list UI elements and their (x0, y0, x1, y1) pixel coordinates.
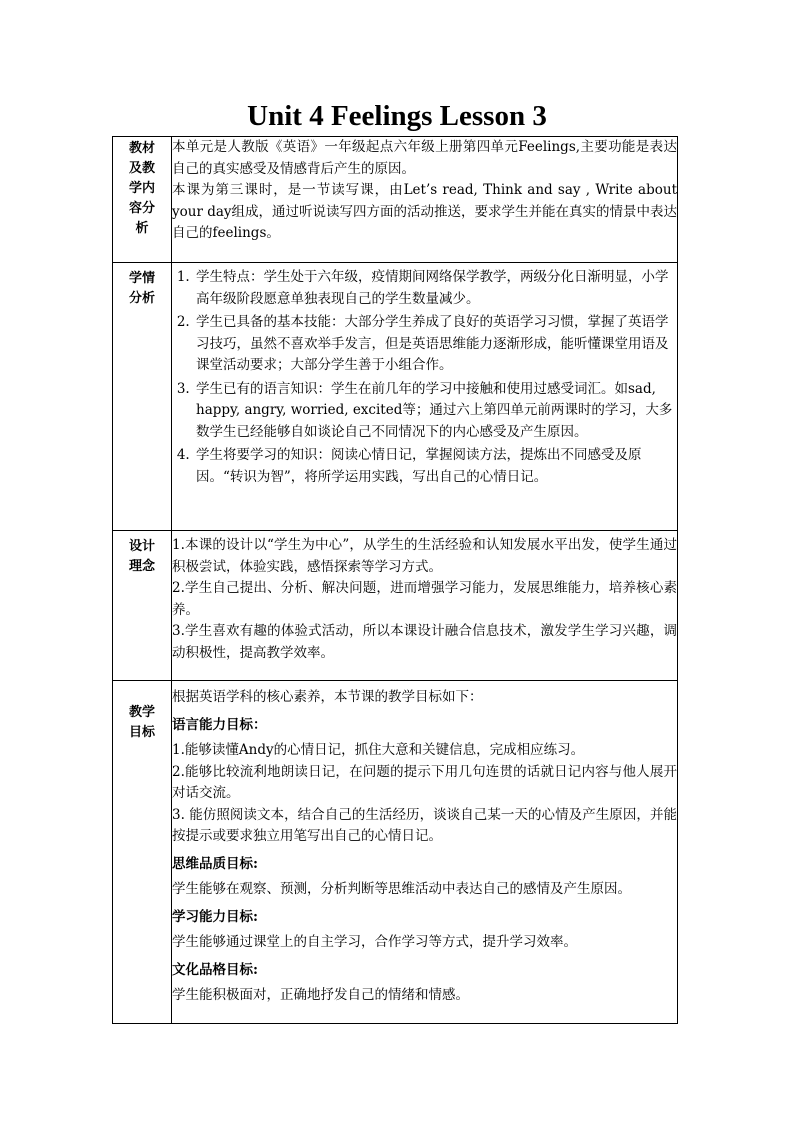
heading-text: 教学目标 (128, 705, 155, 740)
heading-text: 设计理念 (128, 539, 155, 574)
row-body-materials (172, 137, 678, 263)
design-paragraph-3: 3.学生喜欢有趣的体验式活动，所以本课设计融合信息技术，激发学生学习兴趣，调动积极性，提高教学效率。 (172, 623, 677, 661)
table-row-design (113, 531, 678, 681)
table-row-materials (113, 137, 678, 263)
list-item: 3. 学生已有的语言知识：学生在前几年的学习中接触和使用过感受词汇。如sad, happy, angry, worried, excited等；通过六上第四单元前两课时的学习，大多数学生已经能够自如谈论自己不同情况下的内心感受及产生原因。 (194, 379, 677, 444)
page-title: Unit 4 Feelings Lesson 3 (247, 100, 547, 132)
row-body-design (172, 531, 678, 681)
row-body-goals (172, 681, 678, 1024)
heading-text: 教材及教学内容分析 (128, 141, 155, 236)
list-item: 2. 学生已具备的基本技能：大部分学生养成了良好的英语学习习惯，掌握了英语学习技巧，虽然不喜欢举手发言，但是英语思维能力逐渐形成，能听懂课堂用语及课堂活动要求；大部分学生善于小组合作。 (194, 312, 677, 377)
list-item: 4. 学生将要学习的知识：阅读心情日记，掌握阅读方法，提炼出不同感受及原因。“转识为智”，将所学运用实践，写出自己的心情日记。 (194, 445, 677, 488)
table-row-students (113, 263, 678, 531)
learning-goals-text: 学生能够通过课堂上的自主学习，合作学习等方式，提升学习效率。 (172, 934, 577, 950)
design-paragraph-2: 2.学生自己提出、分析、解决问题，进而增强学习能力，发展思维能力，培养核心素养。 (172, 580, 677, 618)
row-heading-goals (113, 681, 172, 1024)
row-heading-materials (113, 137, 172, 263)
table-row-goals (113, 681, 678, 1024)
thinking-goals-heading: 思维品质目标: (172, 855, 258, 872)
language-goal-1: 1.能够读懂Andy的心情日记，抓住大意和关键信息，完成相应练习。 (172, 742, 585, 758)
row-heading-design (113, 531, 172, 681)
lesson-plan-table (112, 136, 678, 1024)
design-paragraph-1: 1.本课的设计以“学生为中心”，从学生的生活经验和认知发展水平出发，使学生通过积极尝试，体验实践，感悟探索等学习方式。 (172, 537, 677, 575)
row-heading-students (113, 263, 172, 531)
materials-paragraph-1: 本单元是人教版《英语》一年级起点六年级上册第四单元Feelings,主要功能是表达自己的真实感受及情感背后产生的原因。 (172, 139, 677, 177)
goals-intro: 根据英语学科的核心素养，本节课的教学目标如下： (172, 689, 483, 705)
language-goals-heading: 语言能力目标： (172, 716, 267, 733)
culture-goals-heading: 文化品格目标: (172, 961, 258, 978)
language-goal-3: 3. 能仿照阅读文本，结合自己的生活经历，谈谈自己某一天的心情及产生原因，并能按提示或要求独立用笔写出自己的心情日记。 (172, 806, 677, 844)
heading-text: 学情分析 (128, 271, 155, 306)
culture-goals-text: 学生能积极面对，正确地抒发自己的情绪和情感。 (172, 987, 469, 1003)
learning-goals-heading: 学习能力目标: (172, 908, 258, 925)
list-item: 1. 学生特点：学生处于六年级，疫情期间网络保学教学，两级分化日渐明显，小学高年级阶段愿意单独表现自己的学生数量减少。 (194, 267, 677, 310)
materials-paragraph-2: 本课为第三课时，是一节读写课，由Let’s read, Think and say , Write about your day组成，通过听说读写四方面的活动推送，要求学生并能在真实的情景中表达自己的feelings。 (172, 182, 678, 241)
language-goal-2: 2.能够比较流利地朗读日记，在问题的提示下用几句连贯的话就日记内容与他人展开对话交流。 (172, 763, 677, 801)
students-list (172, 267, 677, 488)
row-body-students (172, 263, 678, 531)
thinking-goals-text: 学生能够在观察、预测，分析判断等思维活动中表达自己的感情及产生原因。 (172, 881, 631, 897)
